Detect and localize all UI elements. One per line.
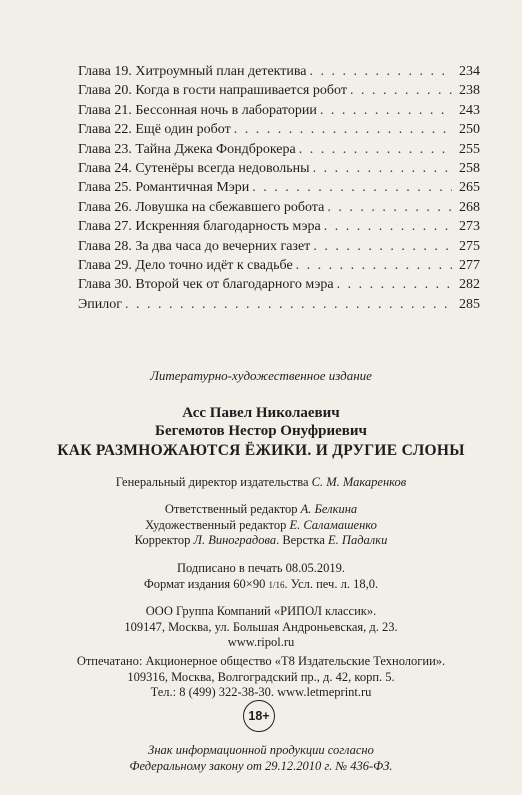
toc-entry-page: 268: [459, 199, 480, 215]
director-label: Генеральный директор издательства: [115, 475, 309, 489]
toc-leader-dots: [252, 178, 452, 197]
toc-entry-page: 255: [459, 141, 480, 157]
director-name: С. М. Макаренков: [311, 475, 407, 489]
proof-name: Л. Виноградова: [193, 533, 277, 547]
toc-entry: [78, 101, 480, 120]
signed-date: Подписано в печать 08.05.2019.: [176, 561, 346, 575]
toc-leader-dots: [350, 81, 452, 100]
layout-name: Е. Падалки: [328, 533, 388, 547]
toc-entry: [78, 256, 480, 275]
layout-label: . Верстка: [276, 533, 325, 547]
art-editor-name: Е. Саламашенко: [289, 517, 377, 532]
toc-entry: [78, 81, 480, 100]
toc-leader-dots: [327, 198, 452, 217]
toc-leader-dots: [320, 101, 452, 120]
toc-entry-page: 250: [459, 122, 480, 138]
toc-entry: [78, 237, 480, 256]
toc-entry-page: 273: [459, 219, 480, 235]
toc-entry-title: Глава 28. За два часа до вечерних газет: [78, 238, 311, 254]
printer-name: Отпечатано: Акционерное общество «Т8 Издательские Технологии».: [76, 654, 446, 668]
editor-credit: [0, 502, 522, 518]
toc-entry-title: Глава 22. Ещё один робот: [78, 122, 231, 138]
toc-entry-page: 234: [459, 64, 480, 79]
toc-entry-title: Глава 29. Дело точно идёт к свадьбе: [78, 257, 293, 273]
toc-entry: [78, 159, 480, 178]
toc-entry: [78, 198, 480, 217]
format-suffix: . Усл. печ. л. 18,0.: [284, 576, 379, 591]
proof-label: Корректор: [134, 533, 191, 547]
toc-entry-page: 285: [459, 296, 480, 312]
publisher-address: 109147, Москва, ул. Большая Андроньевская, д. 23.: [124, 619, 398, 634]
toc-entry: [78, 120, 480, 139]
toc-entry: [78, 275, 480, 294]
toc-entry-page: 275: [459, 238, 480, 254]
printer-address: 109316, Москва, Волгоградский пр., д. 42, корп. 5.: [127, 669, 395, 684]
toc-entry: [78, 140, 480, 159]
genre-label: Литературно-художественное издание: [150, 368, 372, 383]
table-of-contents: [78, 62, 480, 314]
toc-entry-title: Эпилог: [78, 296, 122, 312]
toc-entry-page: 282: [459, 277, 480, 293]
toc-entry-page: 243: [459, 102, 480, 118]
toc-leader-dots: [234, 120, 452, 139]
toc-entry-title: Глава 21. Бессонная ночь в лаборатории: [78, 102, 317, 118]
publisher-site: www.ripol.ru: [227, 635, 295, 649]
art-editor-credit: [0, 518, 522, 534]
toc-leader-dots: [125, 295, 452, 314]
director-credit: [0, 475, 522, 490]
toc-leader-dots: [313, 159, 452, 178]
toc-entry: [78, 178, 480, 197]
printer-info: [0, 654, 522, 701]
toc-leader-dots: [310, 62, 452, 81]
toc-entry-title: Глава 24. Сутенёры всегда недовольны: [78, 160, 310, 176]
editor-label: Ответственный редактор: [164, 502, 298, 516]
authors: [0, 404, 522, 440]
age-rating-badge: 18+: [243, 700, 275, 732]
author-name: Асс Павел Николаевич: [182, 405, 340, 421]
publisher-name: ООО Группа Компаний «РИПОЛ классик».: [145, 604, 377, 618]
art-editor-label: Художественный редактор: [145, 517, 287, 532]
toc-leader-dots: [313, 237, 452, 256]
toc-entry: [78, 62, 480, 81]
toc-entry-title: Глава 26. Ловушка на сбежавшего робота: [78, 199, 325, 215]
toc-entry-title: Глава 25. Романтичная Мэри: [78, 180, 250, 196]
sign-line: Знак информационной продукции согласно: [148, 743, 374, 757]
toc-entry-title: Глава 20. Когда в гости напрашивается робот: [78, 83, 347, 99]
toc-leader-dots: [299, 140, 452, 159]
printer-contacts: Тел.: 8 (499) 322-38-30. www.letmeprint.ru: [150, 685, 372, 699]
editorial-credits: [0, 502, 522, 549]
toc-entry-title: Глава 19. Хитроумный план детектива: [78, 64, 307, 79]
toc-entry: [78, 295, 480, 314]
format-fraction: 1/16: [268, 579, 285, 590]
publisher-info: [0, 604, 522, 651]
toc-entry-title: Глава 23. Тайна Джека Фондброкера: [78, 141, 296, 157]
toc-entry-title: Глава 27. Искренняя благодарность мэра: [78, 219, 321, 235]
toc-entry-page: 265: [459, 180, 480, 196]
toc-entry: [78, 217, 480, 236]
toc-leader-dots: [337, 275, 452, 294]
format-line: [0, 577, 522, 594]
proof-layout-credit: [0, 533, 522, 549]
sign-line: Федеральному закону от 29.12.2010 г. № 436-ФЗ.: [129, 759, 393, 773]
editor-name: А. Белкина: [300, 502, 358, 516]
toc-leader-dots: [324, 217, 452, 236]
author-name: Бегемотов Нестор Онуфриевич: [155, 423, 367, 439]
toc-entry-page: 238: [459, 83, 480, 99]
print-info: [0, 561, 522, 593]
info-product-sign: [0, 742, 522, 774]
toc-entry-title: Глава 30. Второй чек от благодарного мэра: [78, 277, 334, 293]
toc-entry-page: 258: [459, 160, 480, 176]
toc-leader-dots: [296, 256, 452, 275]
book-title: КАК РАЗМНОЖАЮТСЯ ЁЖИКИ. И ДРУГИЕ СЛОНЫ: [57, 442, 465, 459]
toc-entry-page: 277: [459, 257, 480, 273]
format-prefix: Формат издания 60×90: [143, 576, 269, 591]
